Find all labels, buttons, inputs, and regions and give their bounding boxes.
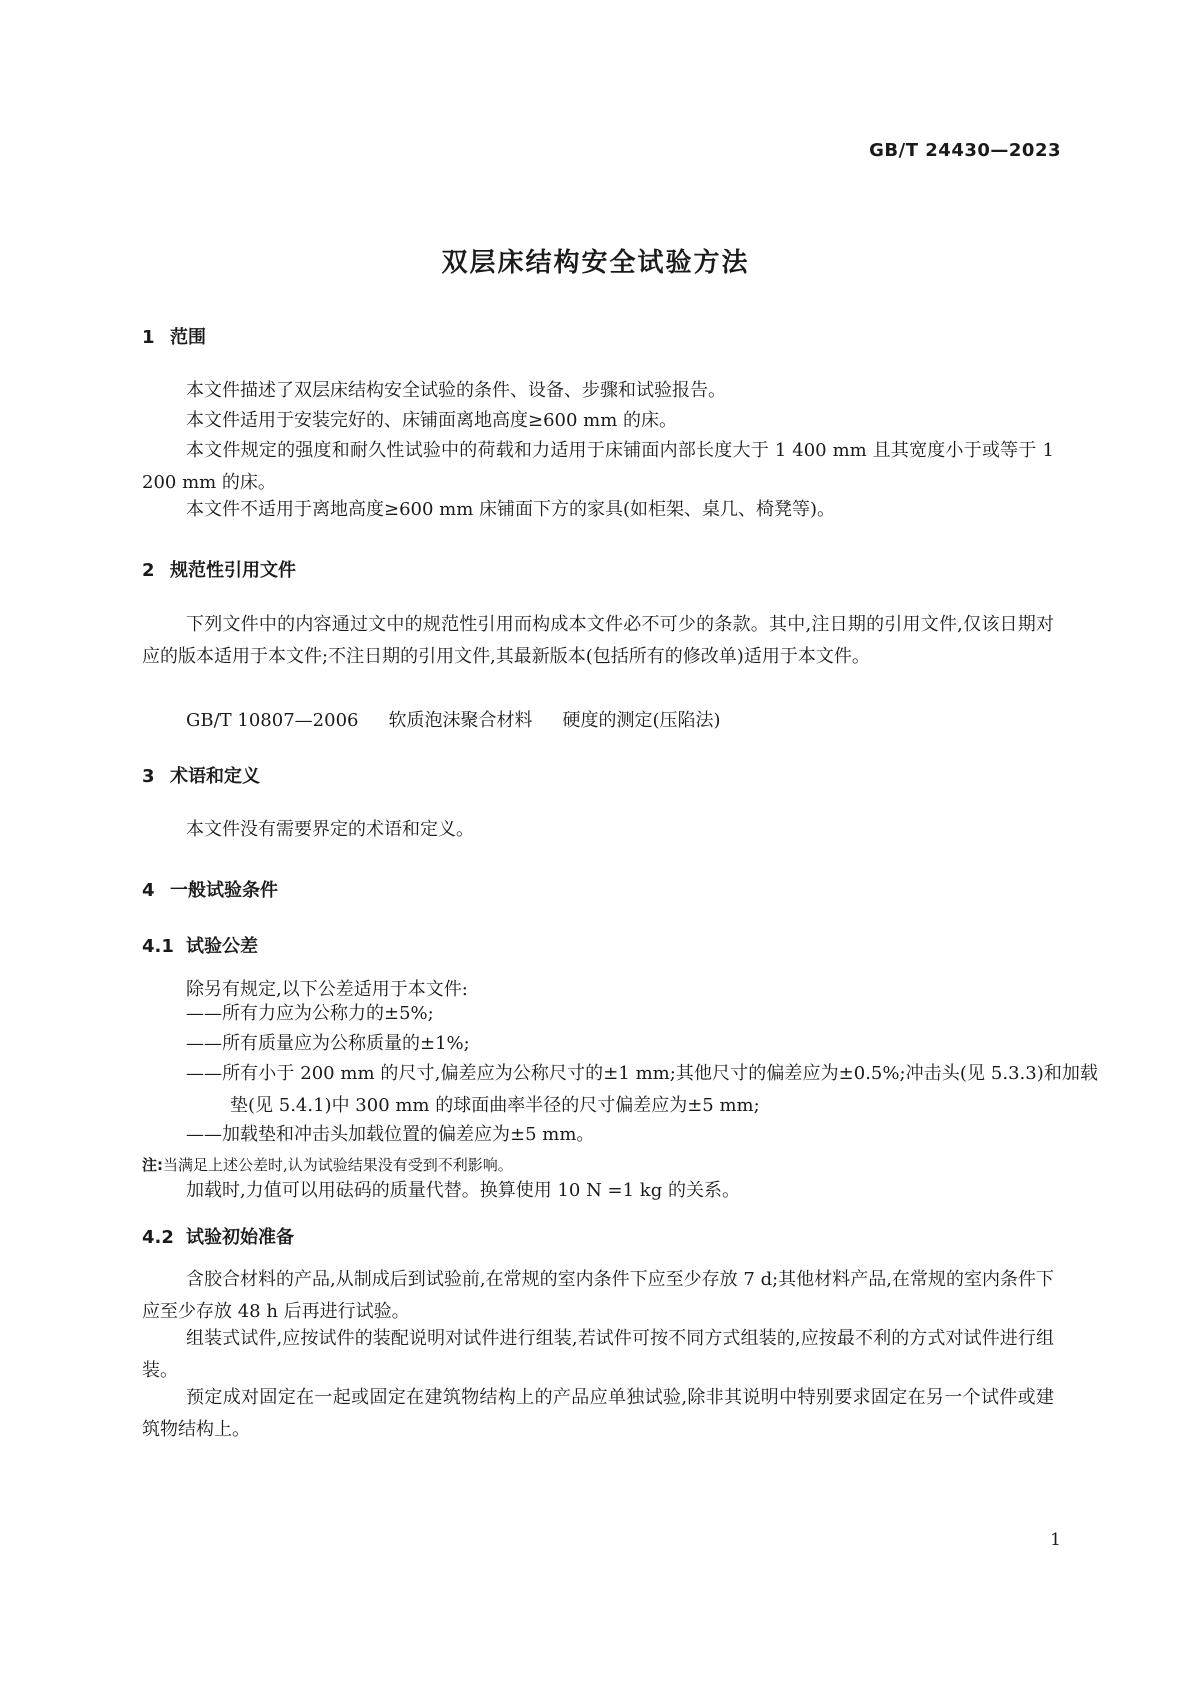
subsection-number: 4.2 [142, 1227, 174, 1248]
section-2-heading [142, 556, 296, 582]
reference-name: 软质泡沫聚合材料 [388, 710, 533, 731]
list-item: ——所有质量应为公称质量的±1%; [186, 1033, 470, 1054]
reference-code: GB/T 10807—2006 [186, 710, 359, 731]
section-number: 2 [142, 560, 155, 581]
standard-code: GB/T 24430—2023 [869, 140, 1061, 161]
section-title: 范围 [170, 327, 206, 348]
paragraph: 加载时,力值可以用砝码的质量代替。换算使用 10 N =1 kg 的关系。 [186, 1180, 740, 1201]
paragraph: 预定成对固定在一起或固定在建筑物结构上的产品应单独试验,除非其说明中特别要求固定在另一个试件或建筑物结构上。 [142, 1387, 1054, 1440]
normative-reference [186, 706, 721, 732]
note-label: 注: [142, 1156, 163, 1174]
list-item: ——加载垫和冲击头加载位置的偏差应为±5 mm。 [186, 1124, 595, 1145]
subsection-title: 试验初始准备 [186, 1227, 294, 1248]
section-title: 规范性引用文件 [170, 560, 296, 581]
paragraph: 本文件不适用于离地高度≥600 mm 床铺面下方的家具(如柜架、桌几、椅凳等)。 [186, 499, 836, 520]
section-title: 术语和定义 [170, 766, 260, 787]
paragraph: 下列文件中的内容通过文中的规范性引用而构成本文件必不可少的条款。其中,注日期的引用文件,仅该日期对应的版本适用于本文件;不注日期的引用文件,其最新版本(包括所有的修改单)适用于本文件。 [142, 614, 1054, 667]
section-number: 1 [142, 327, 155, 348]
subsection-title: 试验公差 [186, 936, 258, 957]
note-text: 当满足上述公差时,认为试验结果没有受到不利影响。 [163, 1156, 513, 1174]
paragraph: 本文件没有需要界定的术语和定义。 [186, 819, 474, 840]
paragraph: 本文件适用于安装完好的、床铺面离地高度≥600 mm 的床。 [186, 410, 678, 431]
section-3-heading [142, 762, 260, 788]
section-number: 4 [142, 880, 155, 901]
subsection-4-1-heading [142, 932, 258, 958]
document-title: 双层床结构安全试验方法 [441, 248, 750, 278]
section-title: 一般试验条件 [170, 880, 278, 901]
subsection-4-2-heading [142, 1223, 294, 1249]
paragraph: 本文件规定的强度和耐久性试验中的荷载和力适用于床铺面内部长度大于 1 400 mm 且其宽度小于或等于 1 200 mm 的床。 [142, 440, 1054, 493]
section-1-heading [142, 323, 206, 349]
paragraph: 除另有规定,以下公差适用于本文件: [186, 979, 468, 1000]
page-number: 1 [1050, 1530, 1061, 1550]
paragraph: 组装式试件,应按试件的装配说明对试件进行组装,若试件可按不同方式组装的,应按最不利的方式对试件进行组装。 [142, 1328, 1054, 1381]
section-4-heading [142, 876, 278, 902]
note [142, 1154, 513, 1175]
section-number: 3 [142, 766, 155, 787]
paragraph: 含胶合材料的产品,从制成后到试验前,在常规的室内条件下应至少存放 7 d;其他材料产品,在常规的室内条件下应至少存放 48 h 后再进行试验。 [142, 1269, 1054, 1322]
list-item: ——所有力应为公称力的±5%; [186, 1003, 434, 1024]
paragraph: 本文件描述了双层床结构安全试验的条件、设备、步骤和试验报告。 [186, 380, 726, 401]
reference-part: 硬度的测定(压陷法) [562, 710, 721, 731]
subsection-number: 4.1 [142, 936, 174, 957]
list-item: ——所有小于 200 mm 的尺寸,偏差应为公称尺寸的±1 mm;其他尺寸的偏差应为±0.5%;冲击头(见 5.3.3)和加载垫(见 5.4.1)中 300 mm 的球面曲率半径的尺寸偏差应为±5 mm; [186, 1063, 1098, 1116]
